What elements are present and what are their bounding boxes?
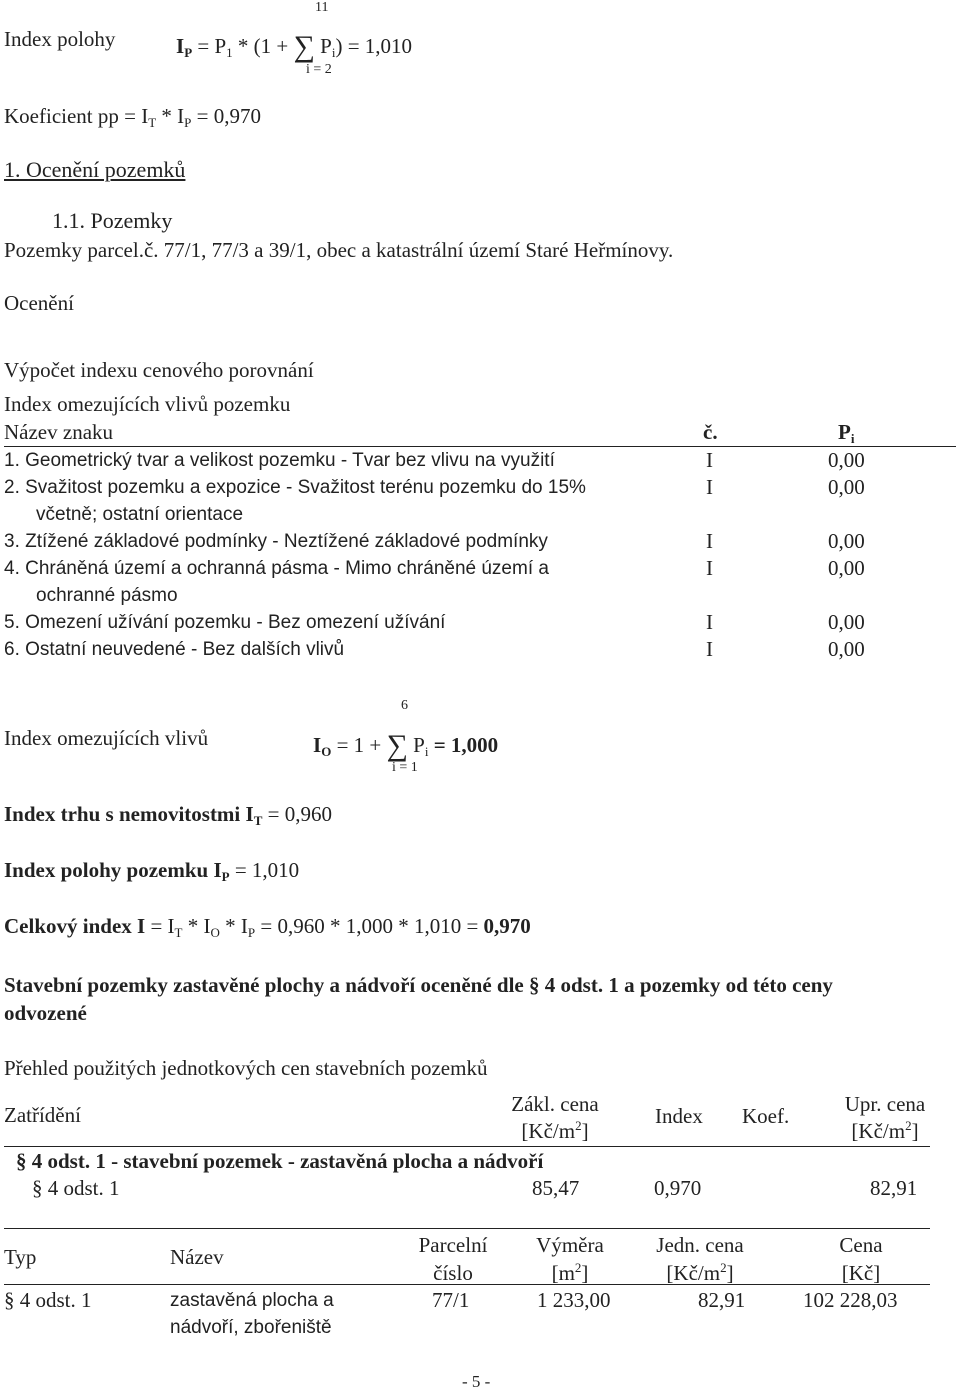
- sum-icon: ∑: [386, 729, 408, 762]
- table1-header-name: Název znaku: [4, 420, 114, 444]
- table2-header-koef: Koef.: [742, 1104, 790, 1128]
- stavebni-heading-line2: odvozené: [4, 1001, 87, 1025]
- table2-group-row: § 4 odst. 1 - stavební pozemek - zastavěná plocha a nádvoří: [16, 1149, 544, 1173]
- table-row: 4. Chráněná území a ochranná pásma - Mimo chráněné území a: [4, 558, 549, 579]
- table3-row-vymera: 1 233,00: [537, 1288, 611, 1312]
- page-number: - 5 -: [462, 1372, 491, 1391]
- omez-sum-lower: i = 1: [392, 760, 418, 775]
- table2-row-zakl: 85,47: [532, 1176, 580, 1200]
- omez-sum-upper: 6: [401, 698, 408, 713]
- oceneni-label: Ocenění: [4, 291, 74, 315]
- table-row-p: 0,00: [828, 529, 865, 553]
- table3-row-typ: § 4 odst. 1: [4, 1288, 92, 1312]
- table1-header-c: č.: [703, 420, 718, 444]
- table2-row-name: § 4 odst. 1: [32, 1176, 120, 1200]
- table3-row-nazev2: nádvoří, zbořeniště: [170, 1317, 332, 1338]
- omez-label: Index omezujících vlivů: [4, 726, 209, 750]
- poloha-result: ) = 1,010: [335, 34, 413, 58]
- table1-header-p: Pi: [838, 420, 855, 446]
- table-row-cont: ochranné pásmo: [36, 585, 178, 606]
- table3-header-vymera: Výměra $[m^2]$: [536, 1233, 604, 1285]
- koeficient-line: Koeficient pp = IT * IP = 0,970: [4, 104, 261, 130]
- table3-header-cena: Cena [Kč]: [839, 1233, 883, 1285]
- table3-header-rule: [4, 1284, 930, 1285]
- table-row-p: 0,00: [828, 610, 865, 634]
- table-row-cont: včetně; ostatní orientace: [36, 504, 244, 525]
- heading-oceneni-pozemku: 1. Ocenění pozemků: [4, 157, 186, 182]
- heading-pozemky: 1.1. Pozemky: [52, 208, 173, 233]
- table3-header-jedn: Jedn. cena $[Kč/m^2]$: [656, 1233, 744, 1285]
- table-row-p: 0,00: [828, 637, 865, 661]
- table3-header-nazev: Název: [170, 1245, 224, 1269]
- celkovy-index: Celkový index I = IT * IO * IP = 0,960 * 1,000 * 1,010 = 0,970: [4, 914, 531, 940]
- stavebni-heading-line1: Stavební pozemky zastavěné plochy a nádvoří oceněné dle § 4 odst. 1 a pozemky od této ceny: [4, 973, 833, 997]
- vypocet-heading: Výpočet indexu cenového porovnání: [4, 358, 314, 382]
- celkovy-result: 0,970: [483, 914, 531, 938]
- table-row: 2. Svažitost pozemku a expozice - Svažitost terénu pozemku do 15%: [4, 477, 586, 498]
- table2-header-index: Index: [655, 1104, 703, 1128]
- table3-header-parcelni: Parcelní číslo: [418, 1233, 488, 1285]
- poloha-sum-upper: 11: [315, 0, 329, 15]
- poloha-label: Index polohy: [4, 27, 116, 51]
- table2-header-upr: Upr. cena $[Kč/m^2]$: [844, 1092, 926, 1143]
- table2-row-upr: 82,91: [870, 1176, 918, 1200]
- table-row-p: 0,00: [828, 475, 865, 499]
- table3-row-cena: 102 228,03: [803, 1288, 898, 1312]
- table3-row-nazev1: zastavěná plocha a: [170, 1290, 334, 1311]
- poloha-lhs: I: [176, 34, 185, 58]
- poloha-formula: IP = P1 * (1 + ∑ Pi) = 1,010: [176, 30, 413, 63]
- parcel-line: Pozemky parcel.č. 77/1, 77/3 a 39/1, obec a katastrální území Staré Heřmínovy.: [4, 238, 674, 262]
- omez-formula: IO = 1 + ∑ Pi = 1,000: [313, 729, 499, 762]
- table-row-c: I: [706, 475, 713, 499]
- table2-row-index: 0,970: [654, 1176, 702, 1200]
- table-row: 5. Omezení užívání pozemku - Bez omezení užívání: [4, 612, 446, 633]
- table1-header-rule: [4, 446, 956, 447]
- table-row-p: 0,00: [828, 556, 865, 580]
- table3-row-parcelni: 77/1: [432, 1288, 470, 1312]
- table-row-c: I: [706, 610, 713, 634]
- table3-row-jedn: 82,91: [698, 1288, 746, 1312]
- table-row: 6. Ostatní neuvedené - Bez dalších vlivů: [4, 639, 345, 660]
- table3-header-typ: Typ: [4, 1245, 37, 1269]
- sum-icon: ∑: [293, 30, 315, 63]
- table-row: 3. Ztížené základové podmínky - Neztížené základové podmínky: [4, 531, 548, 552]
- table2-header-zatrideni: Zatřídění: [4, 1103, 81, 1127]
- index-omez-heading: Index omezujících vlivů pozemku: [4, 392, 291, 416]
- omez-result: = 1,000: [433, 733, 499, 757]
- table3-top-rule: [4, 1228, 930, 1229]
- index-trhu: Index trhu s nemovitostmi IT = 0,960: [4, 802, 332, 828]
- table-row-c: I: [706, 637, 713, 661]
- index-polohy-pozemku: Index polohy pozemku IP = 1,010: [4, 858, 300, 884]
- poloha-sum-lower: i = 2: [306, 62, 332, 77]
- table2-header-rule: [4, 1146, 930, 1147]
- table-row: 1. Geometrický tvar a velikost pozemku - Tvar bez vlivu na využití: [4, 450, 555, 471]
- table-row-c: I: [706, 448, 713, 472]
- prehled-heading: Přehled použitých jednotkových cen stavebních pozemků: [4, 1056, 488, 1080]
- table2-header-zakl: Zákl. cena $[Kč/m^2]$: [511, 1092, 599, 1143]
- table-row-p: 0,00: [828, 448, 865, 472]
- table-row-c: I: [706, 556, 713, 580]
- table-row-c: I: [706, 529, 713, 553]
